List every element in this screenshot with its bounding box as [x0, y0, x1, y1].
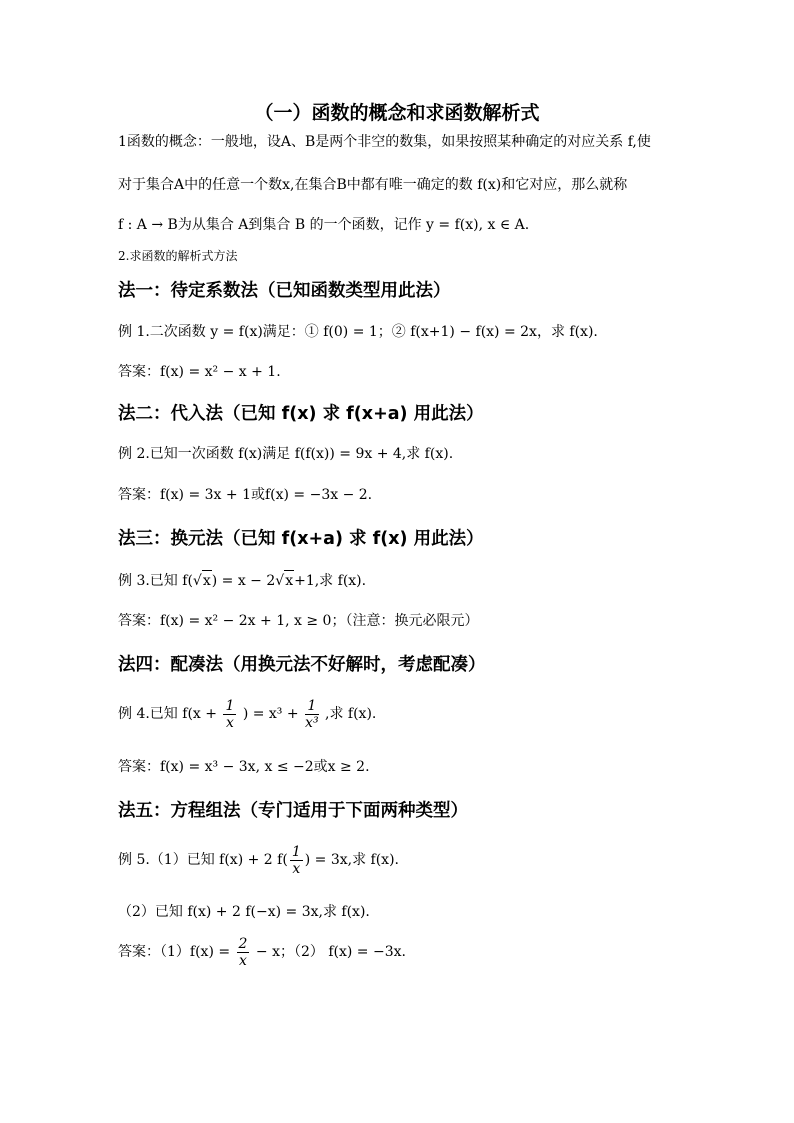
method1-heading: 法一：待定系数法（已知函数类型用此法） — [118, 281, 451, 301]
method4-example-pre: 例 4.已知 f(x + — [118, 706, 217, 722]
fraction-one-over-x — [223, 698, 236, 731]
method5-example1-pre: 例 5.（1）已知 f(x) + 2 f( — [118, 852, 288, 868]
method4-example-mid: ) = x³ + — [242, 706, 299, 722]
method3-example-mid: ) = x − 2 — [211, 573, 276, 589]
method5-example-2: （2）已知 f(x) + 2 f(−x) = 3x,求 f(x). — [118, 904, 370, 920]
fraction-one-over-x-cubed — [305, 698, 319, 731]
method3-example-pre: 例 3.已知 f( — [118, 573, 193, 589]
sqrt-symbol: √ — [192, 573, 202, 589]
fraction-numerator: 1 — [225, 697, 235, 714]
method1-example: 例 1.二次函数 y = f(x)满足：① f(0) = 1；② f(x+1) − f(x) = 2x，求 f(x). — [118, 324, 598, 340]
fraction-two-over-x — [237, 936, 250, 969]
method4-example-post: ,求 f(x). — [325, 706, 377, 722]
method2-example: 例 2.已知一次函数 f(x)满足 f(f(x)) = 9x + 4,求 f(x). — [118, 446, 454, 462]
method3-answer: 答案：f(x) = x² − 2x + 1, x ≥ 0；（注意：换元必限元） — [118, 613, 479, 629]
fraction-denominator: x — [225, 714, 234, 731]
method5-answer-pre: 答案：（1）f(x) = — [118, 944, 231, 960]
definition-line-2: 对于集合A中的任意一个数x,在集合B中都有唯一确定的数 f(x)和它对应，那么就称 — [118, 177, 628, 193]
definition-line-1: 1函数的概念：一般地，设A、B是两个非空的数集，如果按照某种确定的对应关系 f,使 — [118, 134, 651, 150]
method3-root-1: x — [202, 570, 212, 591]
fraction-numerator: 1 — [305, 698, 319, 715]
method5-example1-post: ) = 3x,求 f(x). — [304, 852, 399, 868]
fraction-one-over-x — [290, 844, 303, 877]
method3-root-2: x — [284, 570, 294, 591]
sqrt-symbol: √ — [275, 573, 285, 589]
fraction-denominator: x — [292, 860, 301, 877]
method3-example-post: +1,求 f(x). — [294, 573, 367, 589]
fraction-denominator: x³ — [305, 714, 319, 731]
fraction-numerator: 2 — [238, 935, 248, 952]
method2-answer: 答案：f(x) = 3x + 1或f(x) = −3x − 2. — [118, 487, 373, 503]
method4-example — [118, 696, 376, 732]
method4-heading: 法四：配凑法（用换元法不好解时，考虑配凑） — [118, 655, 486, 675]
definition-line-3: f : A → B为从集合 A到集合 B 的一个函数，记作 y = f(x), x ∈ A. — [118, 217, 530, 233]
method3-example — [118, 570, 366, 591]
fraction-denominator: x — [239, 952, 247, 969]
method3-heading: 法三：换元法（已知 f(x+a) 求 f(x) 用此法） — [118, 529, 484, 549]
fraction-numerator: 1 — [291, 843, 301, 860]
method4-answer: 答案：f(x) = x³ − 3x, x ≤ −2或x ≥ 2. — [118, 759, 370, 775]
method5-example-1 — [118, 842, 399, 878]
method5-answer — [118, 934, 406, 970]
method5-heading: 法五：方程组法（专门适用于下面两种类型） — [118, 801, 468, 821]
method2-heading: 法二：代入法（已知 f(x) 求 f(x+a) 用此法） — [118, 404, 484, 424]
methods-intro: 2.求函数的解析式方法 — [118, 249, 238, 263]
page-title: （一）函数的概念和求函数解析式 — [254, 102, 540, 124]
method5-answer-post: − x；（2） f(x) = −3x. — [255, 944, 406, 960]
method1-answer: 答案：f(x) = x² − x + 1. — [118, 364, 281, 380]
